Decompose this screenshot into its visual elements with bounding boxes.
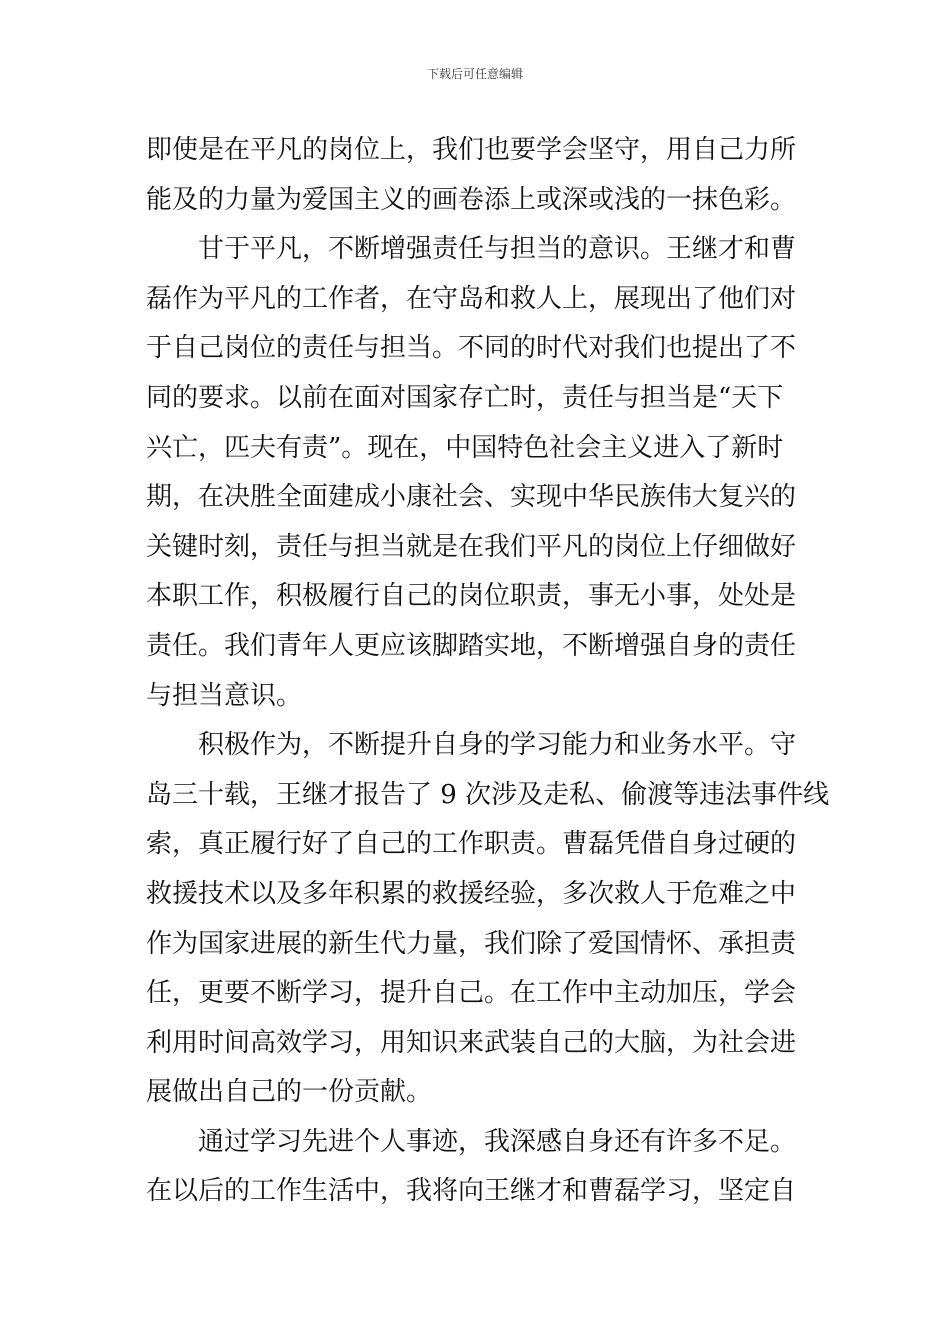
paragraph <box>146 1118 810 1217</box>
paragraph <box>146 126 810 225</box>
text-line: 岛三十载，王继才报告了 9 次涉及走私、偷渡等违法事件线 <box>146 779 830 810</box>
page-header: 下载后可任意编辑 <box>426 67 523 81</box>
text-line: 任，更要不断学习，提升自己。在工作中主动加压，学会 <box>146 978 797 1009</box>
text-line: 兴亡，匹夫有责”。现在，中国特色社会主义进入了新时 <box>146 432 784 463</box>
text-line: 于自己岗位的责任与担当。不同的时代对我们也提出了不 <box>146 333 797 364</box>
text-line: 即使是在平凡的岗位上，我们也要学会坚守，用自己力所 <box>146 135 797 165</box>
text-line: 利用时间高效学习，用知识来武装自己的大脑，为社会进 <box>146 1027 797 1058</box>
document-body <box>146 126 830 1217</box>
text-line: 在以后的工作生活中，我将向王继才和曹磊学习，坚定自 <box>146 1176 797 1207</box>
text-line: 作为国家进展的新生代力量，我们除了爱国情怀、承担责 <box>146 928 797 959</box>
text-line: 与担当意识。 <box>146 680 303 711</box>
text-line: 展做出自己的一份贡献。 <box>146 1077 433 1108</box>
paragraph <box>146 721 830 1118</box>
text-line: 磊作为平凡的工作者，在守岛和救人上，展现出了他们对 <box>146 283 797 314</box>
text-line: 救援技术以及多年积累的救援经验，多次救人于危难之中 <box>146 878 797 909</box>
text-line: 能及的力量为爱国主义的画卷添上或深或浅的一抹色彩。 <box>146 184 797 215</box>
text-line: 同的要求。以前在面对国家存亡时，责任与担当是“天下 <box>146 382 784 413</box>
paragraph <box>146 225 810 721</box>
text-line: 积极作为，不断提升自身的学习能力和业务水平。守 <box>146 730 797 761</box>
text-line: 索，真正履行好了自己的工作职责。曹磊凭借自身过硬的 <box>146 829 797 860</box>
text-line: 甘于平凡，不断增强责任与担当的意识。王继才和曹 <box>146 234 797 265</box>
text-line: 通过学习先进个人事迹，我深感自身还有许多不足。 <box>146 1126 797 1157</box>
text-line: 期，在决胜全面建成小康社会、实现中华民族伟大复兴的 <box>146 482 797 513</box>
text-line: 关键时刻，责任与担当就是在我们平凡的岗位上仔细做好 <box>146 531 797 562</box>
text-line: 本职工作，积极履行自己的岗位职责，事无小事，处处是 <box>146 581 797 612</box>
text-line: 责任。我们青年人更应该脚踏实地，不断增强自身的责任 <box>146 630 797 661</box>
